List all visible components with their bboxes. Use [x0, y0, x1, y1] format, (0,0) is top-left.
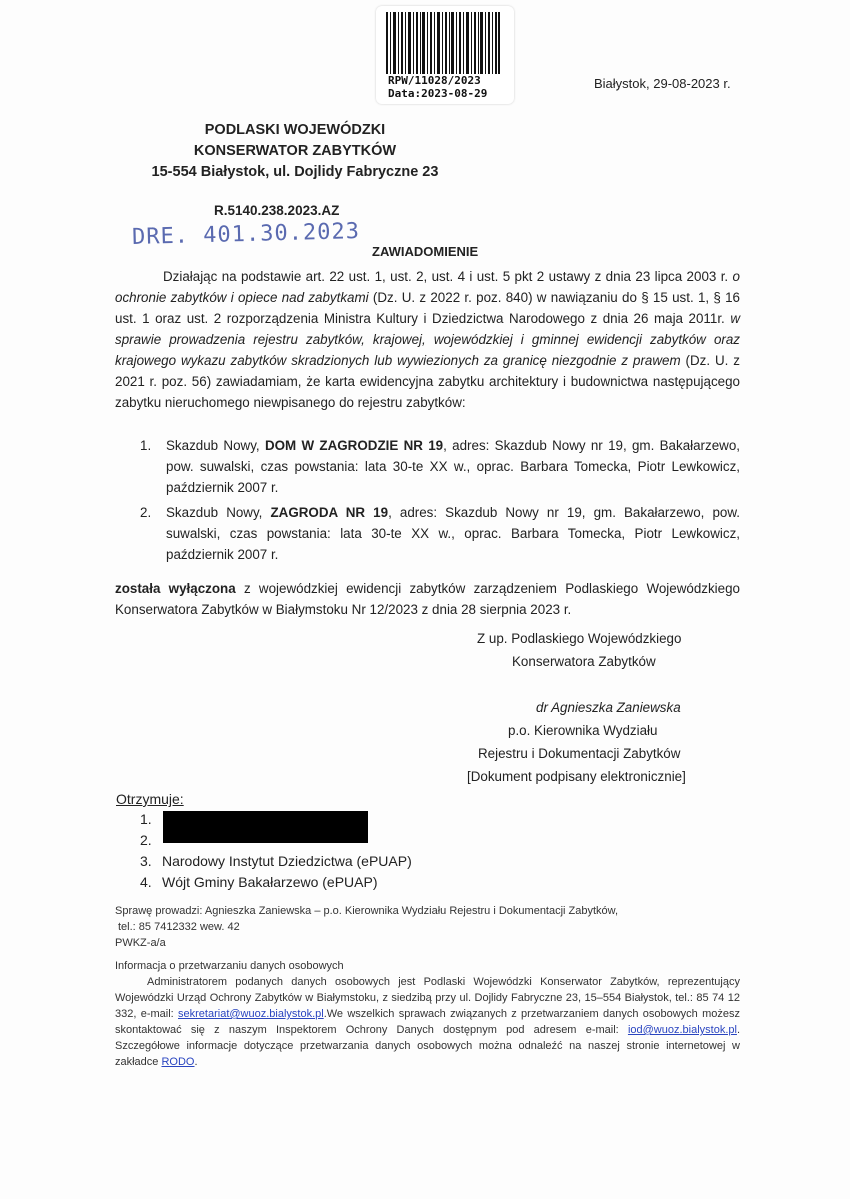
monument-list	[140, 435, 740, 569]
authority-line-1: Z up. Podlaskiego Wojewódzkiego	[477, 631, 682, 646]
office-header	[120, 120, 470, 183]
gdpr-paragraph	[115, 974, 740, 1070]
intro-italic-1: o ochronie zabytków i opiece nad zabytkami	[115, 269, 740, 305]
list-item-post: , adres: Skazdub Nowy nr 19, gm. Bakałarzewo, pow. suwalski, czas powstania: lata 30-te XX w., oprac. Barbara Tomecka, Piotr Lewkowicz, październik 2007 r.	[166, 505, 740, 562]
recipient-number: 2.	[140, 832, 152, 848]
header-line-3: 15-554 Białystok, ul. Dojlidy Fabryczne 23	[151, 164, 439, 180]
recipient-item	[140, 851, 412, 872]
case-line-2: tel.: 85 7412332 wew. 42	[118, 921, 240, 933]
case-handler-info	[115, 903, 740, 951]
list-item-bold: ZAGRODA NR 19	[270, 505, 389, 520]
signatory-role-2: Rejestru i Dokumentacji Zabytków	[478, 746, 681, 761]
stamp-date: Data:2023-08-29	[388, 87, 488, 100]
handwritten-note: DRE. 401.30.2023	[131, 219, 361, 250]
signatory-name: dr Agnieszka Zaniewska	[536, 700, 681, 715]
email-link-iod[interactable]: iod@wuoz.bialystok.pl	[627, 1024, 737, 1036]
signatory-role-1: p.o. Kierownika Wydziału	[508, 723, 658, 738]
header-line-2: KONSERWATOR ZABYTKÓW	[193, 143, 397, 159]
recipient-number: 3.	[140, 853, 152, 869]
list-item	[140, 502, 740, 565]
case-line-1: Sprawę prowadzi: Agnieszka Zaniewska – p.o. Kierownika Wydziału Rejestru i Dokumentacji Zabytków,	[115, 905, 619, 917]
case-signature: R.5140.238.2023.AZ	[214, 203, 340, 218]
closing-paragraph	[115, 578, 740, 620]
list-item-number: 1.	[140, 438, 152, 453]
recipient-number: 4.	[140, 874, 152, 890]
intro-italic-2: w sprawie prowadzenia rejestru zabytków, krajowej, wojewódzkiej i gminnej ewidencji zabytków oraz krajowego wykazu zabytków skradzionych lub wywiezionych za granicę niezgodnie z prawem	[115, 311, 740, 368]
list-item-pre: Skazdub Nowy,	[166, 505, 271, 520]
signatory-note: [Dokument podpisany elektronicznie]	[467, 769, 686, 784]
recipient-text: Narodowy Instytut Dziedzictwa (ePUAP)	[162, 853, 412, 869]
case-line-3: PWKZ-a/a	[115, 937, 166, 949]
recipient-item	[140, 872, 412, 893]
closing-bold: została wyłączona	[115, 581, 236, 596]
list-item-number: 2.	[140, 505, 152, 520]
recipient-number: 1.	[140, 811, 152, 827]
intro-paragraph	[115, 266, 740, 413]
stamp-ref: RPW/11028/2023	[388, 74, 481, 87]
list-item-post: , adres: Skazdub Nowy nr 19, gm. Bakałarzewo, pow. suwalski, czas powstania: lata 30-te XX w., oprac. Barbara Tomecka, Piotr Lewkowicz, październik 2007 r.	[166, 438, 740, 495]
closing-text: z wojewódzkiej ewidencji zabytków zarządzeniem Podlaskiego Wojewódzkiego Konserwatora Zabytków w Białymstoku Nr 12/2023 z dnia 28 sierpnia 2023 r.	[115, 581, 740, 617]
intro-text-1: Działając na podstawie art. 22 ust. 1, ust. 2, ust. 4 i ust. 5 pkt 2 ustawy z dnia 23 lipca 2003 r.	[163, 269, 729, 284]
gdpr-text-2: .We wszelkich sprawach związanych z przetwarzaniem danych osobowych możesz skontaktować się z naszym Inspektorem Ochrony Danych dostępnym pod adresem e-mail:	[115, 1008, 740, 1036]
recipient-text: Wójt Gminy Bakałarzewo (ePUAP)	[162, 874, 378, 890]
intro-text-3: (Dz. U. z 2021 r. poz. 56) zawiadamiam, że karta ewidencyjna zabytku architektury i budownictwa następującego zabytku nieruchomego niewpisanego do rejestru zabytków:	[115, 353, 740, 410]
place-date: Białystok, 29-08-2023 r.	[594, 76, 731, 91]
gdpr-text-3: . Szczegółowe informacje dotyczące przetwarzania danych osobowych można odnaleźć na naszej stronie internetowej w zakładce	[115, 1024, 740, 1068]
registration-stamp	[376, 6, 514, 104]
list-item-pre: Skazdub Nowy,	[166, 438, 265, 453]
recipients-label: Otrzymuje:	[116, 791, 184, 807]
list-item-bold: DOM W ZAGRODZIE NR 19	[264, 438, 444, 453]
barcode-image	[386, 12, 500, 74]
document-title: ZAWIADOMIENIE	[372, 244, 479, 259]
gdpr-heading: Informacja o przetwarzaniu danych osobowych	[115, 960, 344, 972]
authority-line-2: Konserwatora Zabytków	[512, 654, 656, 669]
rodo-link[interactable]: RODO	[161, 1056, 195, 1068]
gdpr-text-4: .	[194, 1056, 198, 1068]
intro-text-2: (Dz. U. z 2022 r. poz. 840) w nawiązaniu do § 15 ust. 1, § 16 ust. 1 oraz ust. 2 rozporządzenia Ministra Kultury i Dziedzictwa Narodowego z dnia 26 maja 2011r.	[115, 290, 741, 326]
header-line-1: PODLASKI WOJEWÓDZKI	[204, 122, 386, 138]
email-link-secretariat[interactable]: sekretariat@wuoz.bialystok.pl	[178, 1008, 324, 1020]
list-item	[140, 435, 740, 498]
gdpr-text-1: Administratorem podanych danych osobowych jest Podlaski Wojewódzki Konserwator Zabytków, reprezentujący Wojewódzki Urząd Ochrony Zabytków w Białymstoku, z siedzibą przy ul. Dojlidy Fabryczne 23, 15–554 Białystok, tel.: 85 74 12 332, e-mail:	[115, 976, 740, 1020]
redaction-block	[163, 811, 368, 843]
